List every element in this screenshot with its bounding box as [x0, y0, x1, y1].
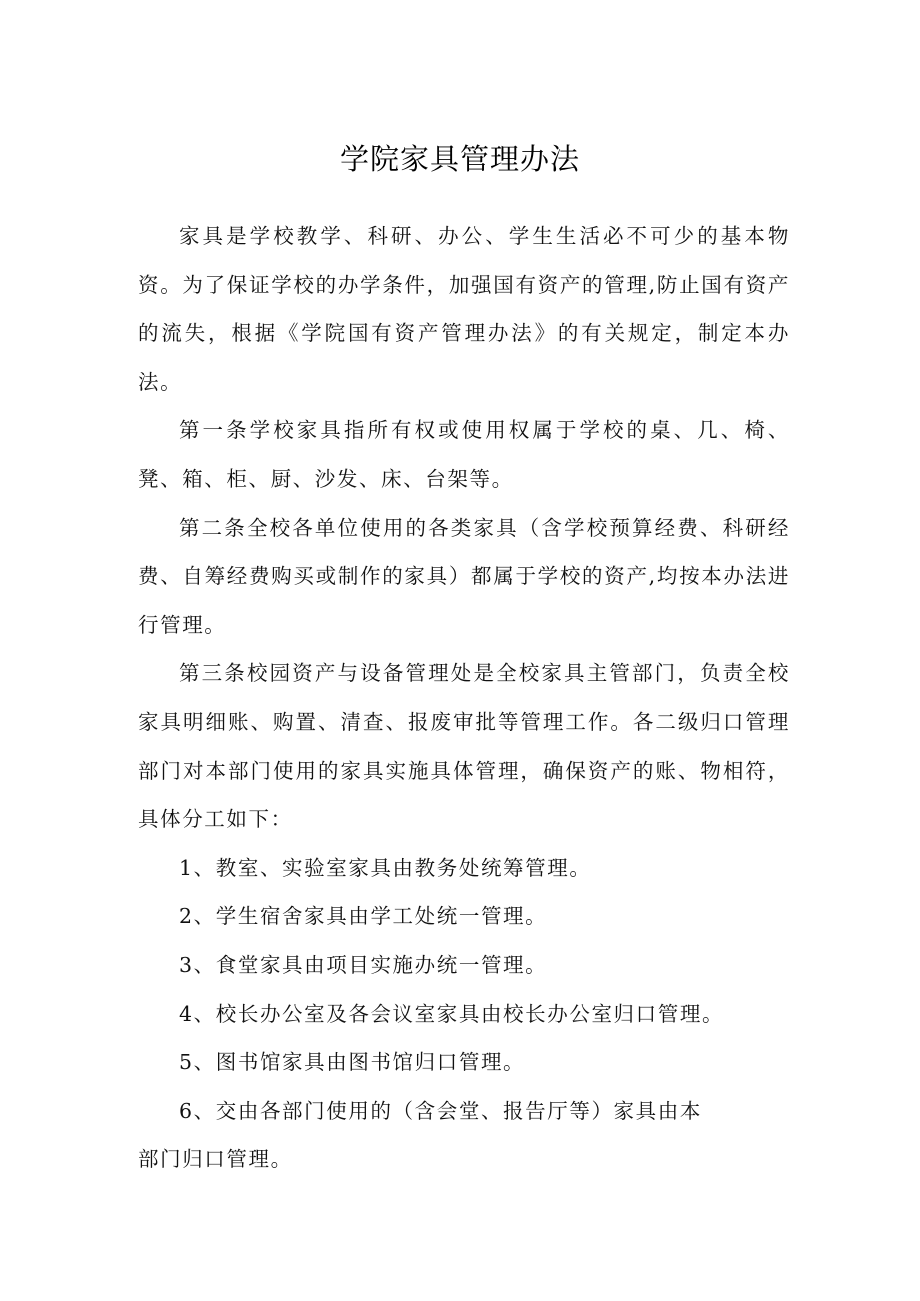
- list-item-last-line2: 部门归口管理。: [138, 1147, 293, 1172]
- article-2-paragraph: 第二条全校各单位使用的各类家具（含学校预算经费、科研经费、自筹经费购买或制作的家具）都属于学校的资产,均按本办法进行管理。: [138, 515, 790, 637]
- list-item: 5、图书馆家具由图书馆归口管理。: [179, 1050, 526, 1075]
- article-3-paragraph: 第三条校园资产与设备管理处是全校家具主管部门，负责全校家具明细账、购置、清查、报废审批等管理工作。各二级归口管理部门对本部门使用的家具实施具体管理，确保资产的账、物相符，具体分工如下：: [138, 661, 790, 832]
- list-item-last: [138, 1087, 790, 1184]
- list-item: 3、食堂家具由项目实施办统一管理。: [179, 952, 548, 977]
- article-1-paragraph: 第一条学校家具指所有权或使用权属于学校的桌、几、椅、凳、箱、柜、厨、沙发、床、台架等。: [138, 418, 790, 491]
- list-item: 1、教室、实验室家具由教务处统筹管理。: [179, 855, 592, 880]
- list-item: 2、学生宿舍家具由学工处统一管理。: [179, 904, 548, 929]
- document-body: [138, 212, 790, 1184]
- document-title: 学院家具管理办法: [339, 142, 580, 176]
- list-item-last-line1: 6、交由各部门使用的（含会堂、报告厅等）家具由本: [179, 1098, 702, 1123]
- list-item: 4、校长办公室及各会议室家具由校长办公室归口管理。: [179, 1001, 725, 1026]
- intro-paragraph: 家具是学校教学、科研、办公、学生生活必不可少的基本物资。为了保证学校的办学条件，加强国有资产的管理,防止国有资产的流失，根据《学院国有资产管理办法》的有关规定，制定本办法。: [138, 224, 790, 394]
